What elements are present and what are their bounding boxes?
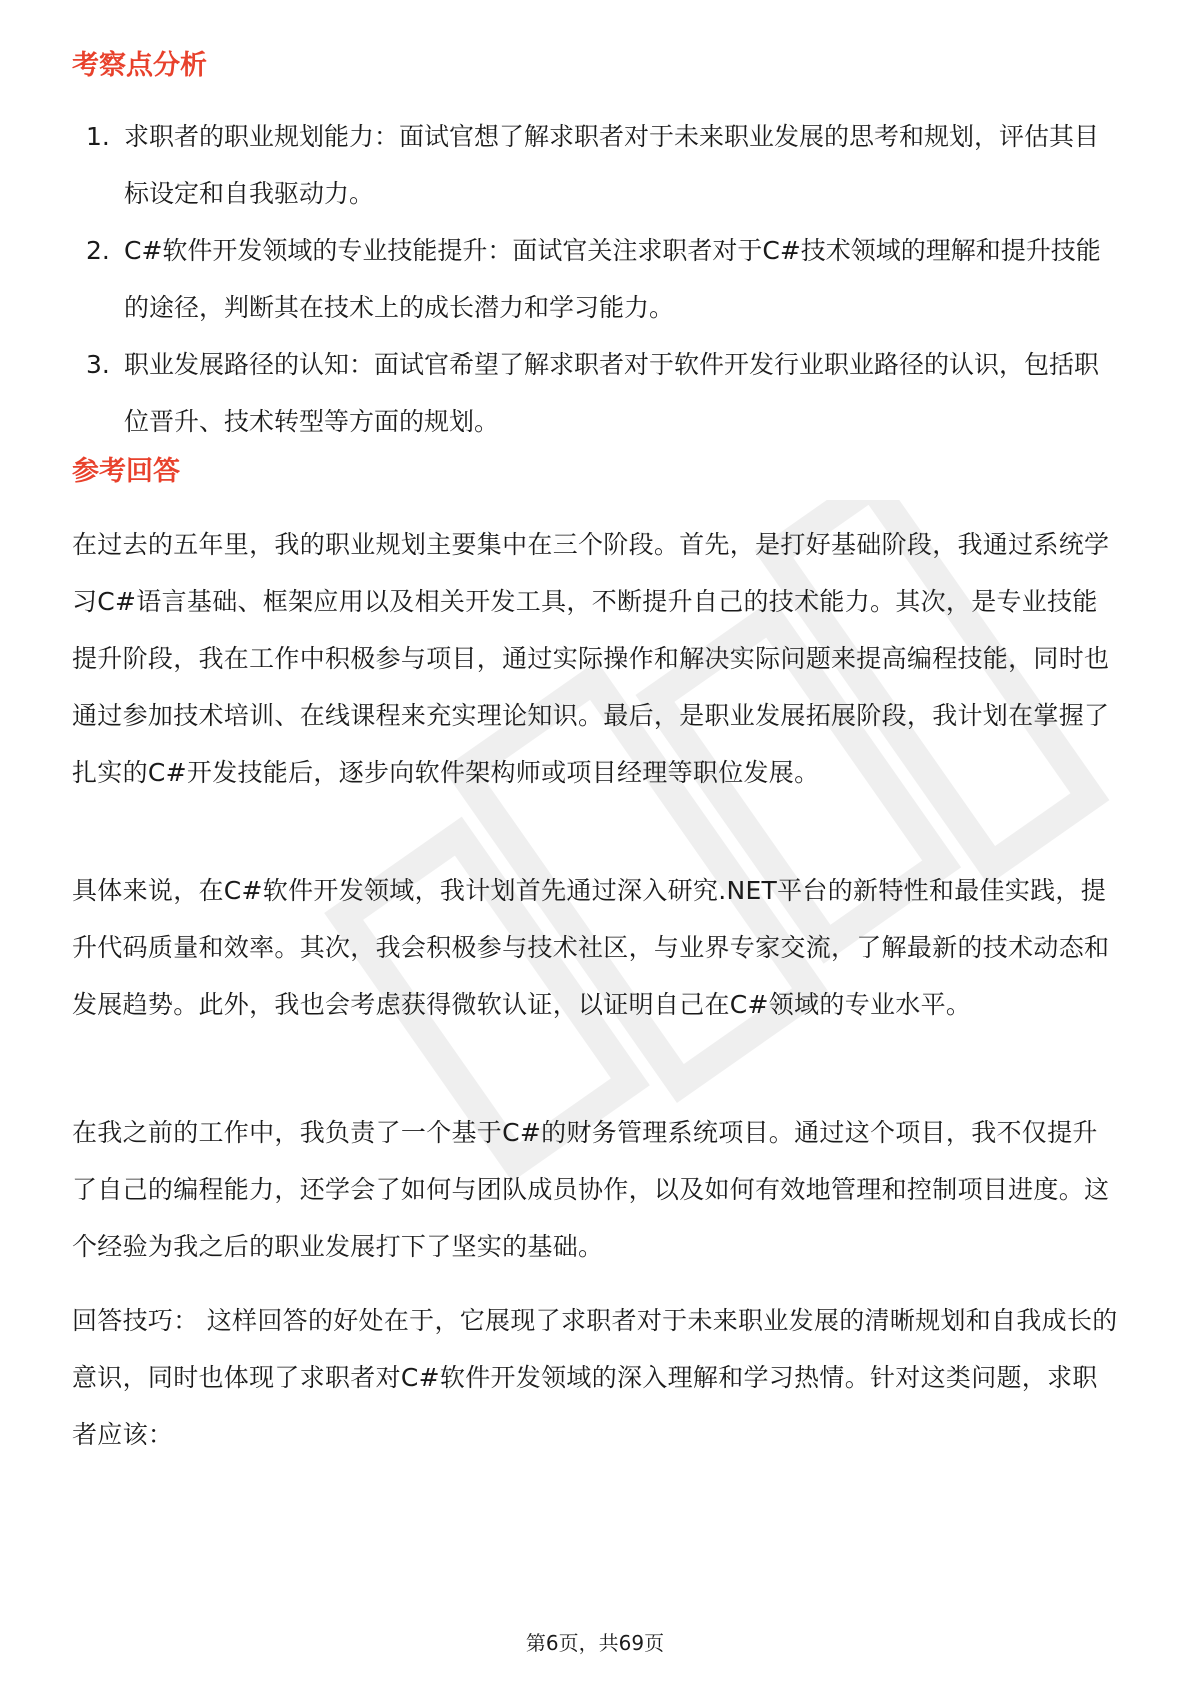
answer-paragraph: 在过去的五年里，我的职业规划主要集中在三个阶段。首先，是打好基础阶段，我通过系统学习C#语言基础、框架应用以及相关开发工具，不断提升自己的技术能力。其次，是专业技能提升阶段，我在工作中积极参与项目，通过实际操作和解决实际问题来提高编程技能，同时也通过参加技术培训、在线课程来充实理论知识。最后，是职业发展拓展阶段，我计划在掌握了扎实的C#开发技能后，逐步向软件架构师或项目经理等职位发展。 [72,530,1110,787]
list-item-text: 求职者的职业规划能力：面试官想了解求职者对于未来职业发展的思考和规划，评估其目标设定和自我驱动力。 [124,122,1100,208]
page-number: 第6页，共69页 [525,1631,665,1655]
answer-paragraph: 在我之前的工作中，我负责了一个基于C#的财务管理系统项目。通过这个项目，我不仅提升了自己的编程能力，还学会了如何与团队成员协作，以及如何有效地管理和控制项目进度。这个经验为我之后的职业发展打下了坚实的基础。 [72,1118,1110,1261]
analysis-list [72,108,1112,450]
list-item-text: 职业发展路径的认知：面试官希望了解求职者对于软件开发行业职业路径的认识，包括职位晋升、技术转型等方面的规划。 [124,350,1100,436]
list-item-number: 1. [86,122,110,151]
list-item [72,336,1112,450]
list-item [72,222,1112,336]
list-item [72,108,1112,222]
tips-paragraph: 回答技巧： 这样回答的好处在于，它展现了求职者对于未来职业发展的清晰规划和自我成长的意识，同时也体现了求职者对C#软件开发领域的深入理解和学习热情。针对这类问题，求职者应该： [72,1306,1118,1449]
list-item-number: 3. [86,350,110,379]
list-item-text: C#软件开发领域的专业技能提升：面试官关注求职者对于C#技术领域的理解和提升技能的途径，判断其在技术上的成长潜力和学习能力。 [124,236,1101,322]
analysis-heading: 考察点分析 [72,50,207,81]
answer-paragraph: 具体来说，在C#软件开发领域，我计划首先通过深入研究.NET平台的新特性和最佳实践，提升代码质量和效率。其次，我会积极参与技术社区，与业界专家交流，了解最新的技术动态和发展趋势。此外，我也会考虑获得微软认证，以证明自己在C#领域的专业水平。 [72,876,1110,1019]
answer-heading: 参考回答 [72,456,180,487]
list-item-number: 2. [86,236,110,265]
